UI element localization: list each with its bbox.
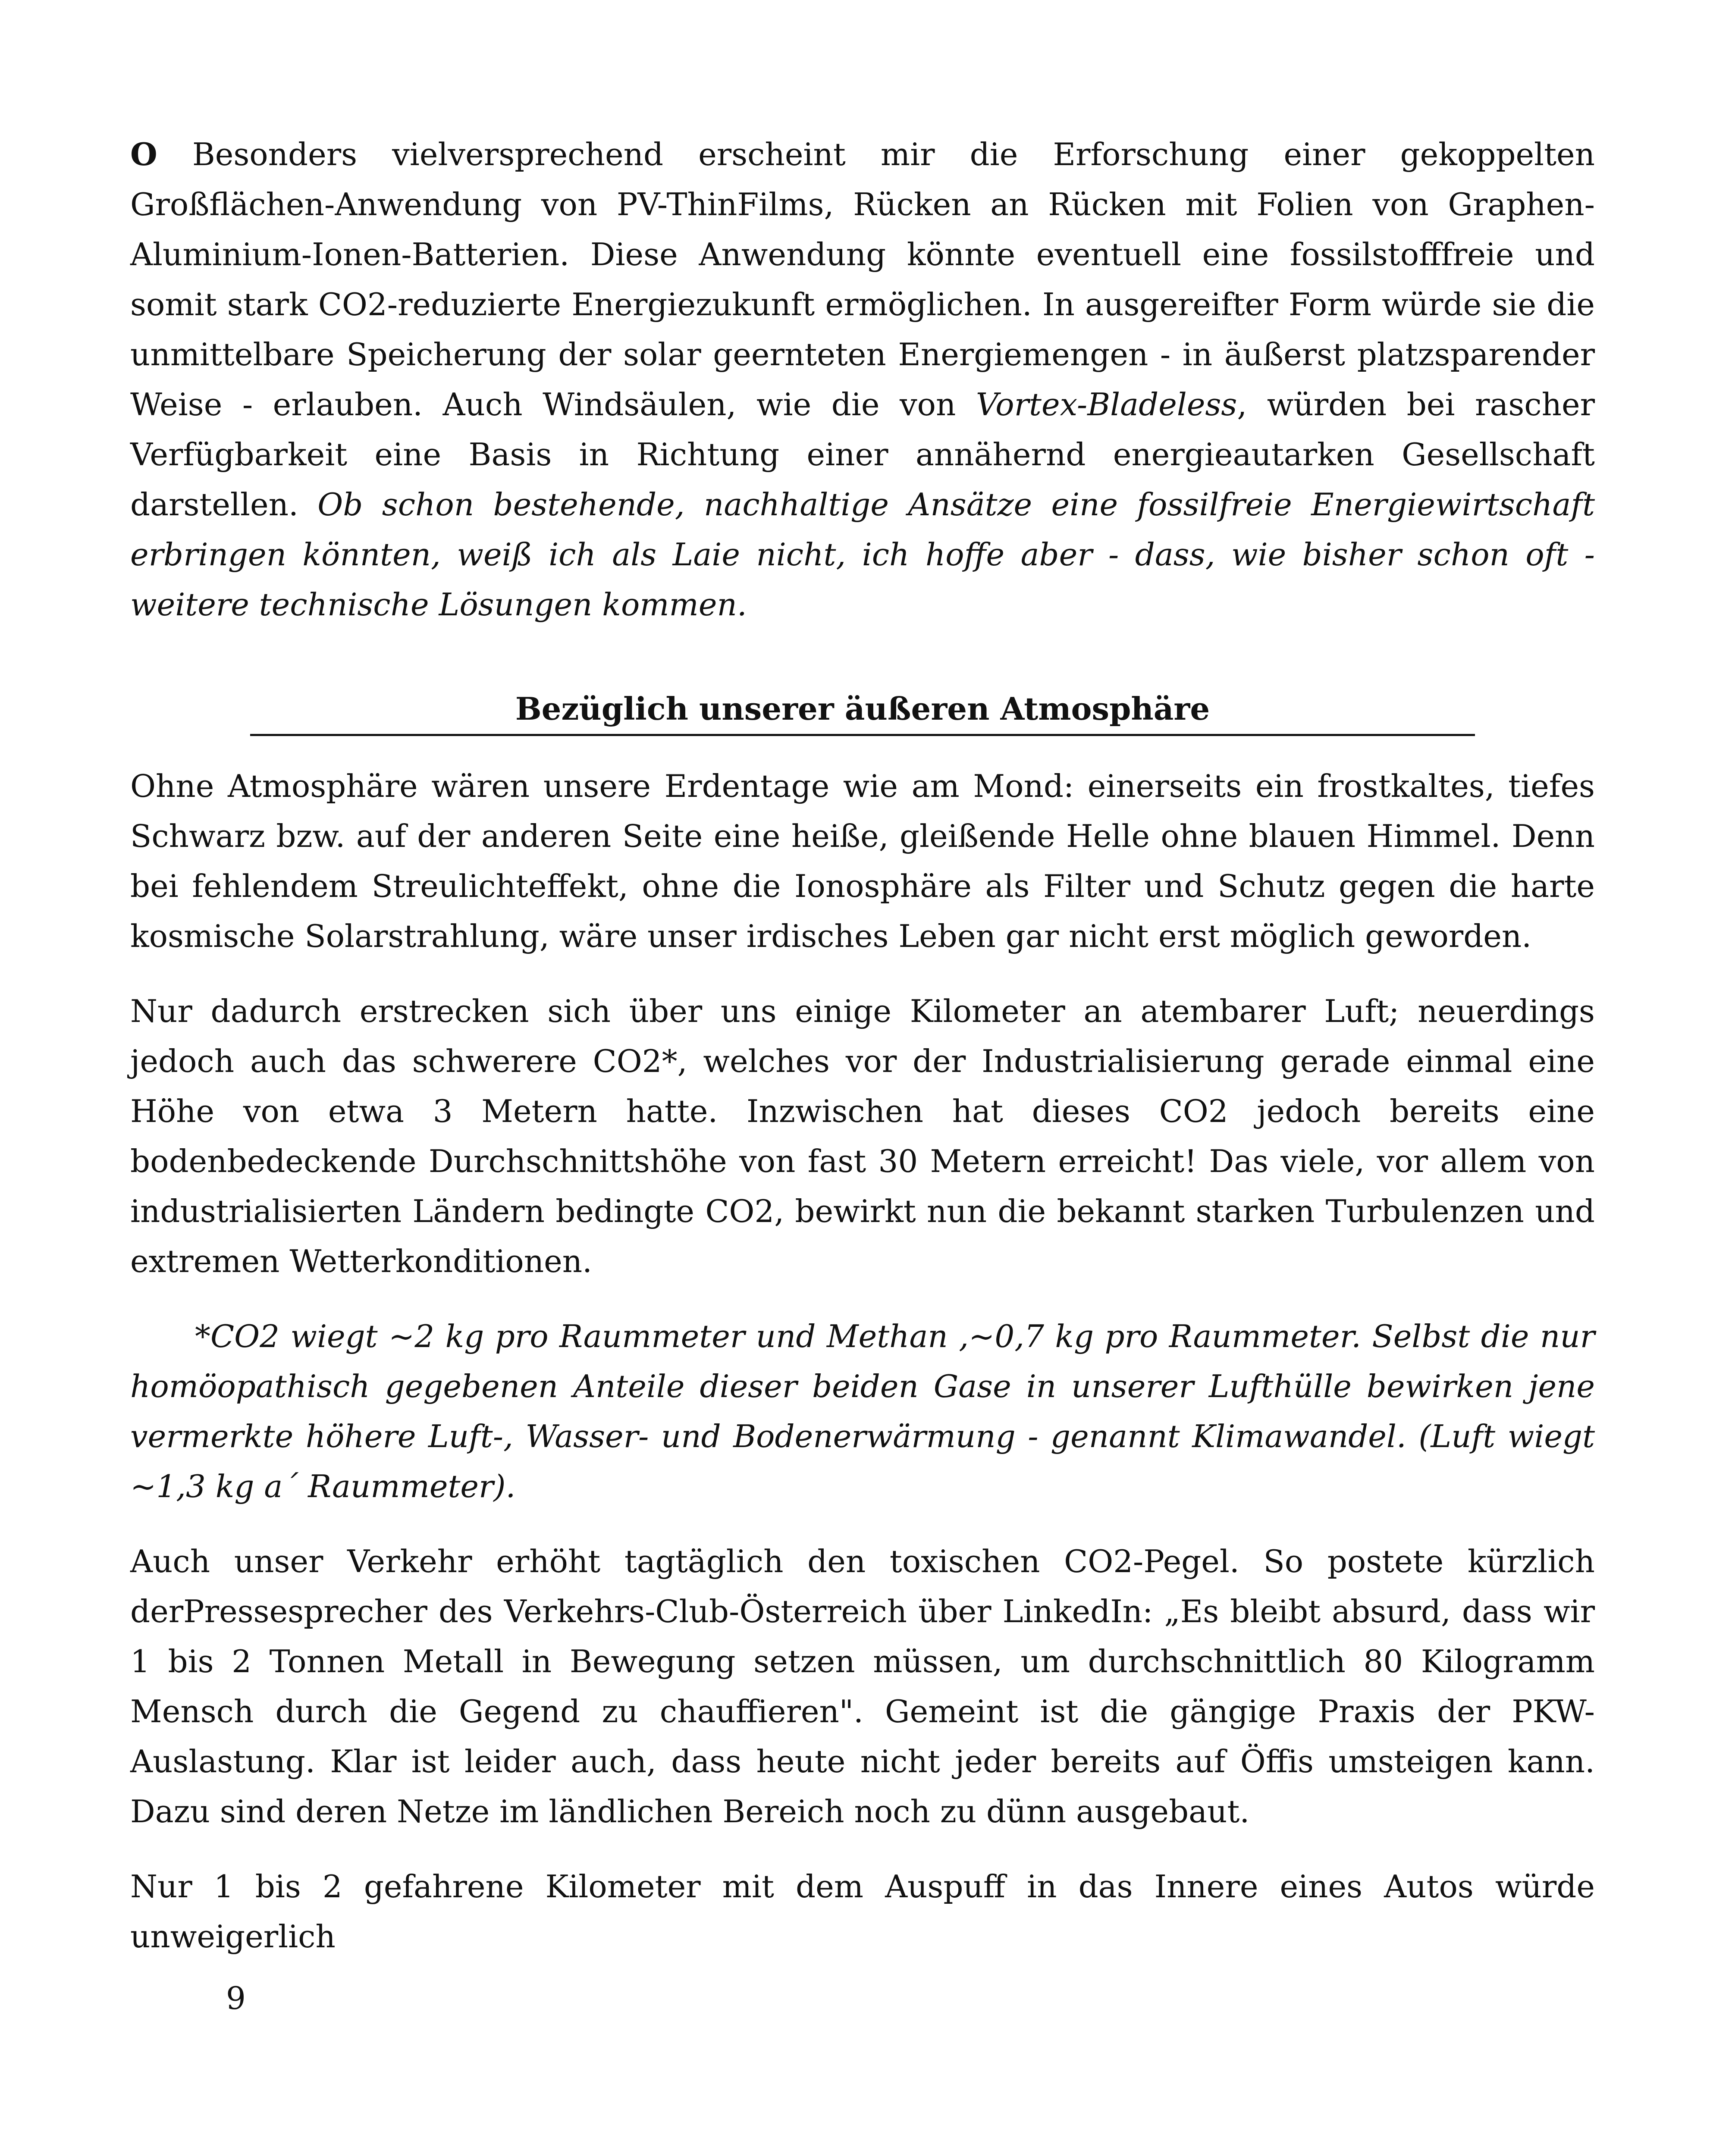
- intro-paragraph: [130, 129, 1595, 630]
- paragraph-atmosphere: Ohne Atmosphäre wären unsere Erdentage wie am Mond: einerseits ein frostkaltes, tiefes Schwarz bzw. auf der anderen Seite eine heiße, gleißende Helle ohne blauen Himmel. Denn bei fehlendem Streulichteffekt, ohne die Ionosphäre als Filter und Schutz gegen die harte kosmische Solarstrahlung, wäre unser irdisches Leben gar nicht erst möglich geworden.: [130, 768, 1595, 954]
- intro-brand-italic: Vortex-Bladeless: [976, 386, 1237, 423]
- paragraph-exhaust: Nur 1 bis 2 gefahrene Kilometer mit dem Auspuff in das Innere eines Autos würde unweigerlich: [130, 1868, 1595, 1955]
- paragraph-co2: Nur dadurch erstrecken sich über uns einige Kilometer an atembarer Luft; neuerdings jedoch auch das schwerere CO2*, welches vor der Industrialisierung gerade einmal eine Höhe von etwa 3 Metern hatte. Inzwischen hat dieses CO2 jedoch bereits eine bodenbedeckende Durchschnittshöhe von fast 30 Metern erreicht! Das viele, vor allem von industrialisierten Ländern bedingte CO2, bewirkt nun die bekannt starken Turbulenzen und extremen Wetterkonditionen.: [130, 993, 1595, 1279]
- lead-mark: O: [130, 136, 157, 172]
- intro-text-part-2: , würden bei rascher Verfügbarkeit eine Basis in Richtung einer annähernd energieautarken Gesellschaft darstellen.: [130, 386, 1595, 523]
- intro-section: [130, 129, 1595, 630]
- intro-italic-conclusion: Ob schon bestehende, nachhaltige Ansätze eine fossilfreie Energiewirtschaft erbringen könnten, weiß ich als Laie nicht, ich hoffe aber - dass, wie bisher schon oft - weitere technische Lösungen kommen.: [130, 486, 1595, 623]
- intro-text-part-1: Besonders vielversprechend erscheint mir die Erforschung einer gekoppelten Großflächen-Anwendung von PV-ThinFilms, Rücken an Rücken mit Folien von Graphen-Aluminium-Ionen-Batterien. Diese Anwendung könnte eventuell eine fossilstofffreie und somit stark CO2-reduzierte Energiezukunft ermöglichen. In ausgereifter Form würde sie die unmittelbare Speicherung der solar geernteten Energiemengen - in äußerst platzsparender Weise - erlauben. Auch Windsäulen, wie die von: [130, 136, 1595, 423]
- page-number: 9: [226, 1980, 246, 2016]
- atmosphere-section: [130, 761, 1595, 1987]
- footnote-paragraph: *CO2 wiegt ~2 kg pro Raummeter und Methan ,~0,7 kg pro Raummeter. Selbst die nur homöopathisch gegebenen Anteile dieser beiden Gase in unserer Lufthülle bewirken jene vermerkte höhere Luft-, Wasser- und Bodenerwärmung - genannt Klimawandel. (Luft wiegt ~1,3 kg a´ Raummeter).: [130, 1318, 1595, 1504]
- paragraph-traffic: Auch unser Verkehr erhöht tagtäglich den toxischen CO2-Pegel. So postete kürzlich derPressesprecher des Verkehrs-Club-Österreich über LinkedIn: „Es bleibt absurd, dass wir 1 bis 2 Tonnen Metall in Bewegung setzen müssen, um durchschnittlich 80 Kilogramm Mensch durch die Gegend zu chauffieren". Gemeint ist die gängige Praxis der PKW-Auslastung. Klar ist leider auch, dass heute nicht jeder bereits auf Öffis umsteigen kann. Dazu sind deren Netze im ländlichen Bereich noch zu dünn ausgebaut.: [130, 1543, 1595, 1830]
- section-heading: Bezüglich unserer äußeren Atmosphäre: [250, 684, 1475, 736]
